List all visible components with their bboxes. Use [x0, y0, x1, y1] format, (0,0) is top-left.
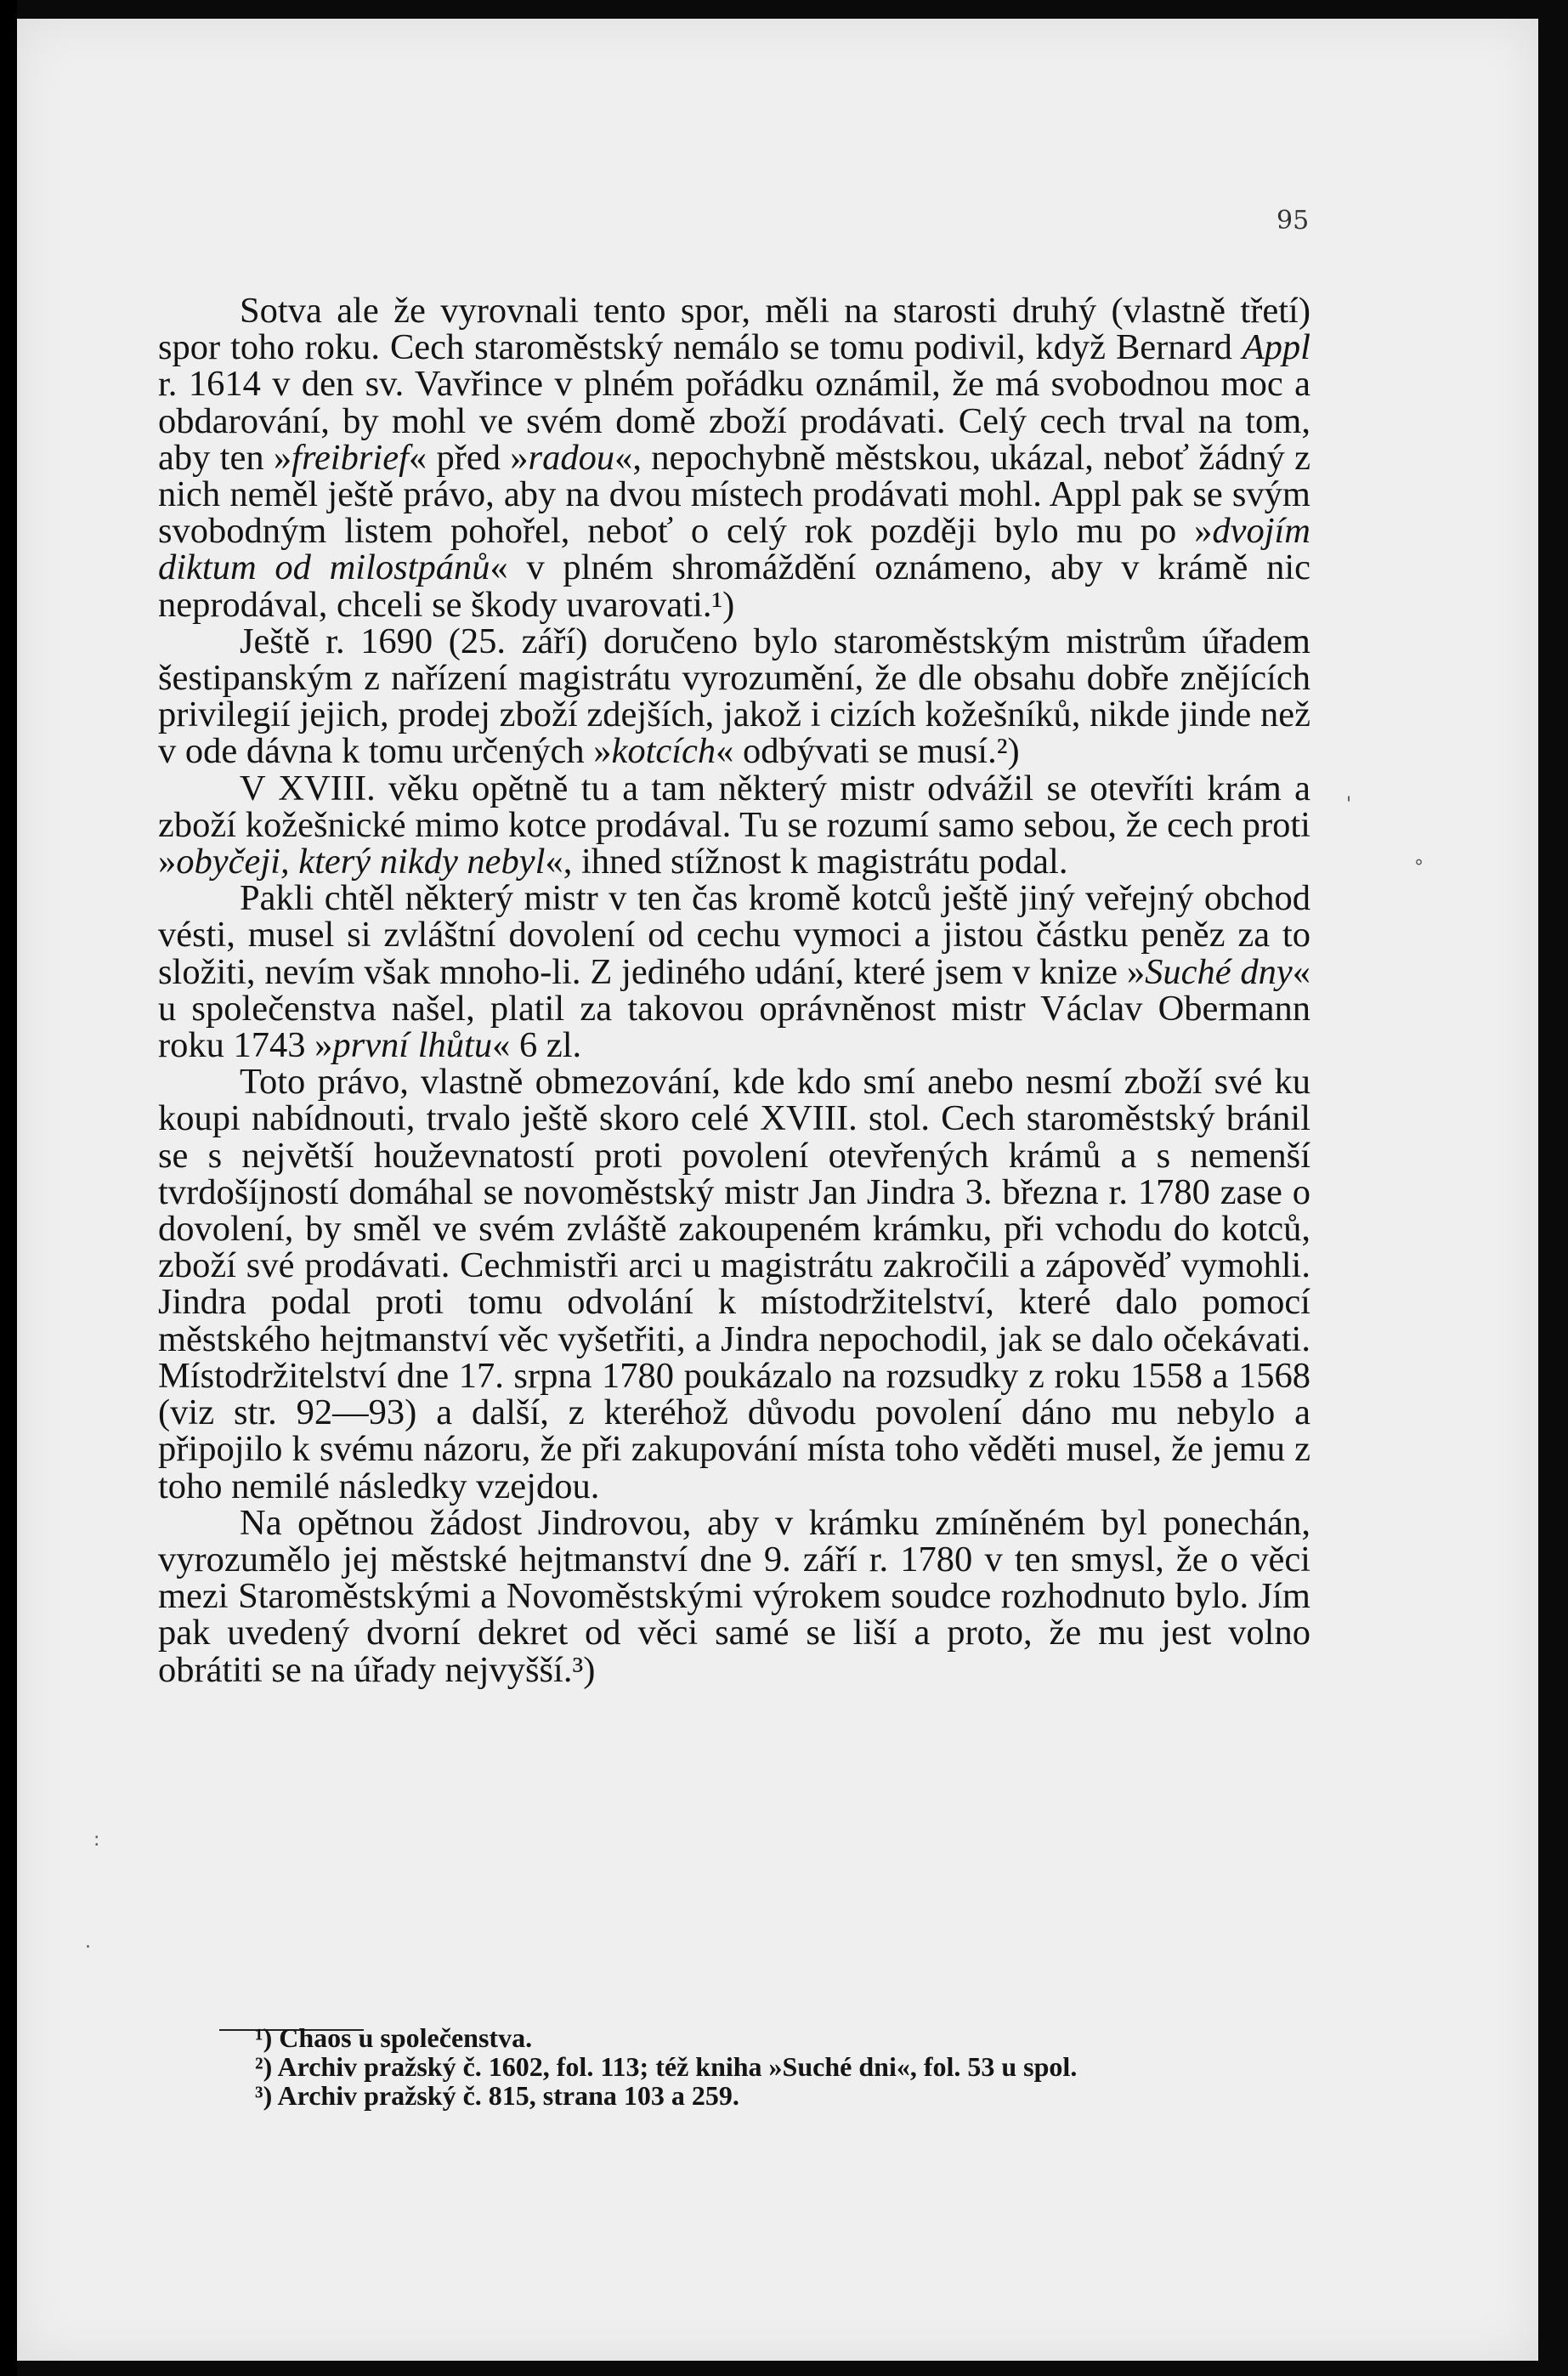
- italic-run: freibrief: [292, 437, 409, 478]
- text-run: «, ihned stížnost k magistrátu podal.: [545, 842, 1068, 882]
- paragraph: [158, 770, 1310, 881]
- text-run: « odbývati se musí.²): [716, 731, 1020, 772]
- paragraph: [158, 292, 1310, 623]
- text-run: « před »: [408, 437, 529, 478]
- text-run: « u společenstva našel, platil za takovou oprávněnost mistr Václav Obermann roku 1743 »: [158, 951, 1310, 1066]
- margin-mark: :: [93, 1829, 100, 1851]
- footnote: ²) Archiv pražský č. 1602, fol. 113; též kniha »Suché dni«, fol. 53 u spol.: [255, 2051, 1078, 2082]
- text-run: Sotva ale že vyrovnali tento spor, měli na starosti druhý (vlastně třetí) spor toho roku. Cech staroměstský nemálo se tomu podivil, když Bernard: [158, 291, 1310, 368]
- text-run: « 6 zl.: [492, 1025, 582, 1066]
- text-run: « v plném shromáždění oznámeno, aby v krámě nic neprodával, chceli se škody uvarovati.¹): [158, 547, 1311, 625]
- body-text: [158, 292, 1310, 1688]
- italic-run: dvojím diktum od milostpánů: [158, 511, 1310, 588]
- footnote: ¹) Chaos u společenstva.: [255, 2022, 533, 2053]
- italic-run: první lhůtu: [332, 1025, 493, 1066]
- footnotes: [255, 2023, 1326, 2110]
- text-run: r. 1614 v den sv. Vavřince v plném pořádku oznámil, že má svobodnou moc a obdarování, by mohl ve svém domě zboží prodávati. Celý cech trval na tom, aby ten »: [158, 364, 1310, 478]
- italic-run: obyčeji, který nikdy nebyl: [176, 842, 546, 882]
- paragraph: [158, 1063, 1310, 1504]
- italic-run: radou: [528, 437, 615, 478]
- margin-mark: .: [85, 1931, 91, 1953]
- text-run: Pakli chtěl některý mistr v ten čas kromě kotců ještě jiný veřejný obchod vésti, musel si zvláštní dovolení od cechu vymoci a jistou částku peněz za to složiti, nevím však mnoho-li. Z jediného udání, které jsem v knize »: [158, 878, 1310, 992]
- paragraph: [158, 623, 1310, 770]
- italic-run: Suché dny: [1145, 951, 1293, 992]
- margin-mark: °: [1414, 857, 1424, 878]
- scan-edge: [0, 0, 17, 2376]
- book-page: [17, 19, 1538, 2361]
- text-run: «, nepochybně městskou, ukázal, neboť žádný z nich neměl ještě právo, aby na dvou místech prodávati mohl. Appl pak se svým svobodným listem pohořel, neboť o celý rok později bylo mu po »: [158, 437, 1310, 552]
- italic-run: Appl: [1242, 327, 1310, 368]
- margin-mark: ': [1346, 794, 1352, 815]
- footnote: ³) Archiv pražský č. 815, strana 103 a 259.: [255, 2080, 739, 2111]
- page-number: 95: [1276, 206, 1310, 235]
- paragraph: [158, 878, 1310, 1066]
- text-run: Na opětnou žádost Jindrovou, aby v krámku zmíněném byl ponechán, vyrozumělo jej městské hejtmanství dne 9. září r. 1780 v ten smysl, že o věci mezi Staroměstskými a Novoměstskými výrokem soudce rozhodnuto bylo. Jím pak uvedený dvorní dekret od věci samé se liší a proto, že mu jest volno obrátiti se na úřady nejvyšší.³): [158, 1502, 1310, 1690]
- text-run: Toto právo, vlastně obmezování, kde kdo smí anebo nesmí zboží své ku koupi nabídnouti, trvalo ještě skoro celé XVIII. stol. Cech staroměstský bránil se s největší houževnatostí proti povolení otevřených krámů a s nemenší tvrdošíjností domáhal se novoměstský mistr Jan Jindra 3. března r. 1780 zase o dovolení, by směl ve svém zvláště zakoupeném krámku, při vchodu do kotců, zboží své prodávati. Cechmistři arci u magistrátu zakročili a zápověď vymohli. Jindra podal proti tomu odvolání k místodržitelství, které dalo pomocí městského hejtmanství věc vyšetřiti, a Jindra nepochodil, jak se dalo očekávati. Místodržitelství dne 17. srpna 1780 poukázalo na rozsudky z roku 1558 a 1568 (viz str. 92—93) a další, z kteréhož důvodu povolení dáno mu nebylo a připojilo k svému názoru, že při zakupování místa toho věděti musel, že jemu z toho nemilé následky vzejdou.: [158, 1062, 1310, 1506]
- text-run: V XVIII. věku opětně tu a tam některý mistr odvážil se otevříti krám a zboží kožešnické mimo kotce prodával. Tu se rozumí samo sebou, že cech proti »: [158, 768, 1310, 882]
- paragraph: [158, 1502, 1310, 1690]
- italic-run: kotcích: [611, 731, 716, 772]
- text-run: Ještě r. 1690 (25. září) doručeno bylo staroměstským mistrům úřadem šestipanským z nařízení magistrátu vyrozumění, že dle obsahu dobře znějících privilegií jejich, prodej zboží zdejších, jakož i cizích kožešníků, nikde jinde než v ode dávna k tomu určených »: [158, 621, 1310, 772]
